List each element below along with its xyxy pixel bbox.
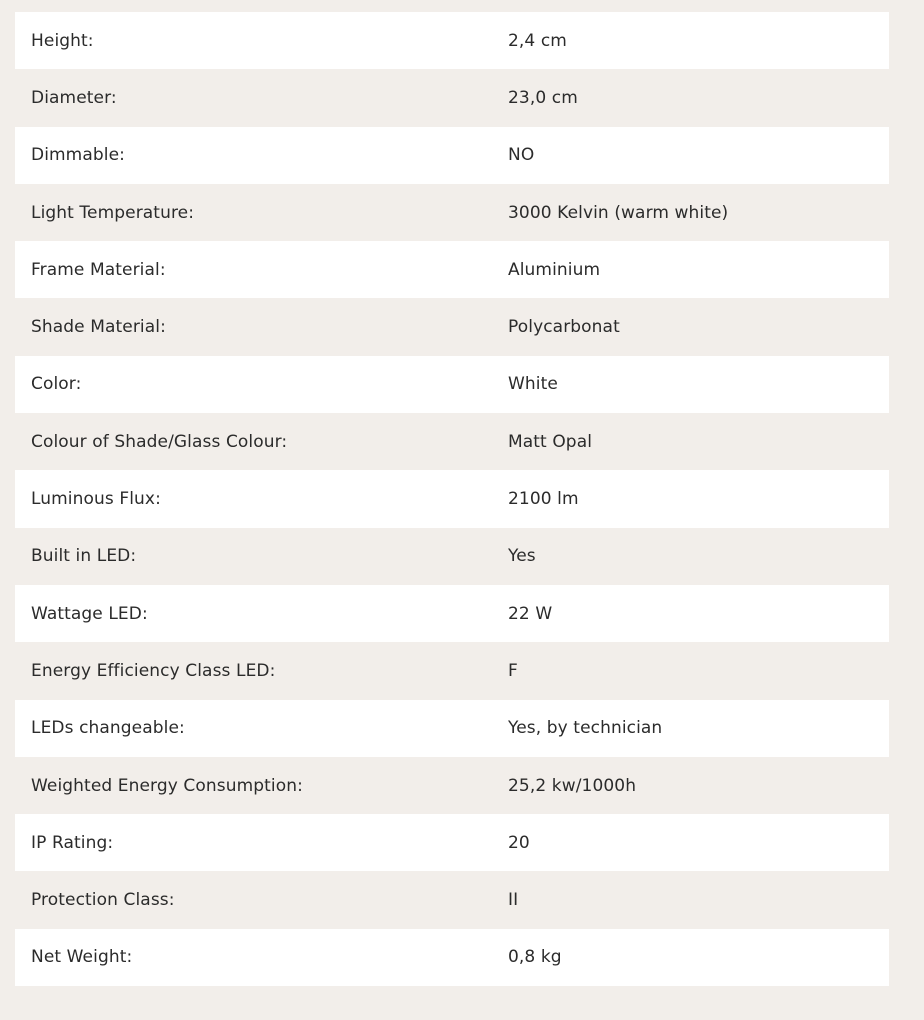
spec-row-luminous-flux bbox=[15, 470, 889, 527]
spec-label: Built in LED: bbox=[31, 546, 137, 567]
spec-row-net-weight bbox=[15, 929, 889, 986]
spec-row-diameter bbox=[15, 69, 889, 126]
spec-row-frame-material bbox=[15, 241, 889, 298]
spec-row-built-in-led bbox=[15, 528, 889, 585]
spec-row-leds-changeable bbox=[15, 700, 889, 757]
spec-label: Color: bbox=[31, 374, 82, 395]
spec-label: Net Weight: bbox=[31, 947, 133, 968]
spec-row-energy-consumption bbox=[15, 757, 889, 814]
spec-label: Luminous Flux: bbox=[31, 489, 161, 510]
spec-label: Protection Class: bbox=[31, 890, 175, 911]
spec-value: 0,8 kg bbox=[508, 947, 562, 968]
spec-value: 23,0 cm bbox=[508, 87, 578, 108]
spec-row-wattage-led bbox=[15, 585, 889, 642]
spec-value: Matt Opal bbox=[508, 431, 593, 452]
spec-value: 22 W bbox=[508, 603, 553, 624]
spec-value: F bbox=[508, 660, 518, 681]
spec-value: 2100 lm bbox=[508, 489, 579, 510]
spec-label: Energy Efficiency Class LED: bbox=[31, 660, 276, 681]
spec-value: II bbox=[508, 890, 519, 911]
spec-label: Dimmable: bbox=[31, 145, 125, 166]
spec-value: White bbox=[508, 374, 558, 395]
spec-row-height bbox=[15, 12, 889, 69]
spec-row-energy-efficiency-class bbox=[15, 642, 889, 699]
spec-row-color bbox=[15, 356, 889, 413]
spec-value: 25,2 kw/1000h bbox=[508, 775, 637, 796]
spec-value: Polycarbonat bbox=[508, 317, 620, 338]
spec-label: LEDs changeable: bbox=[31, 718, 185, 739]
spec-label: Frame Material: bbox=[31, 259, 166, 280]
spec-label: Height: bbox=[31, 30, 94, 51]
spec-label: Colour of Shade/Glass Colour: bbox=[31, 431, 288, 452]
spec-value: 3000 Kelvin (warm white) bbox=[508, 202, 729, 223]
spec-row-ip-rating bbox=[15, 814, 889, 871]
spec-label: Wattage LED: bbox=[31, 603, 148, 624]
spec-label: Shade Material: bbox=[31, 317, 166, 338]
spec-value: Yes bbox=[508, 546, 536, 567]
spec-row-shade-colour bbox=[15, 413, 889, 470]
spec-value: 2,4 cm bbox=[508, 30, 567, 51]
spec-value: NO bbox=[508, 145, 535, 166]
spec-row-protection-class bbox=[15, 871, 889, 928]
spec-table bbox=[15, 12, 889, 986]
spec-value: Aluminium bbox=[508, 259, 601, 280]
spec-value: 20 bbox=[508, 832, 530, 853]
spec-row-dimmable bbox=[15, 127, 889, 184]
spec-label: IP Rating: bbox=[31, 832, 114, 853]
spec-row-light-temperature bbox=[15, 184, 889, 241]
spec-row-shade-material bbox=[15, 298, 889, 355]
spec-label: Diameter: bbox=[31, 87, 117, 108]
spec-label: Weighted Energy Consumption: bbox=[31, 775, 303, 796]
spec-label: Light Temperature: bbox=[31, 202, 195, 223]
spec-value: Yes, by technician bbox=[508, 718, 663, 739]
